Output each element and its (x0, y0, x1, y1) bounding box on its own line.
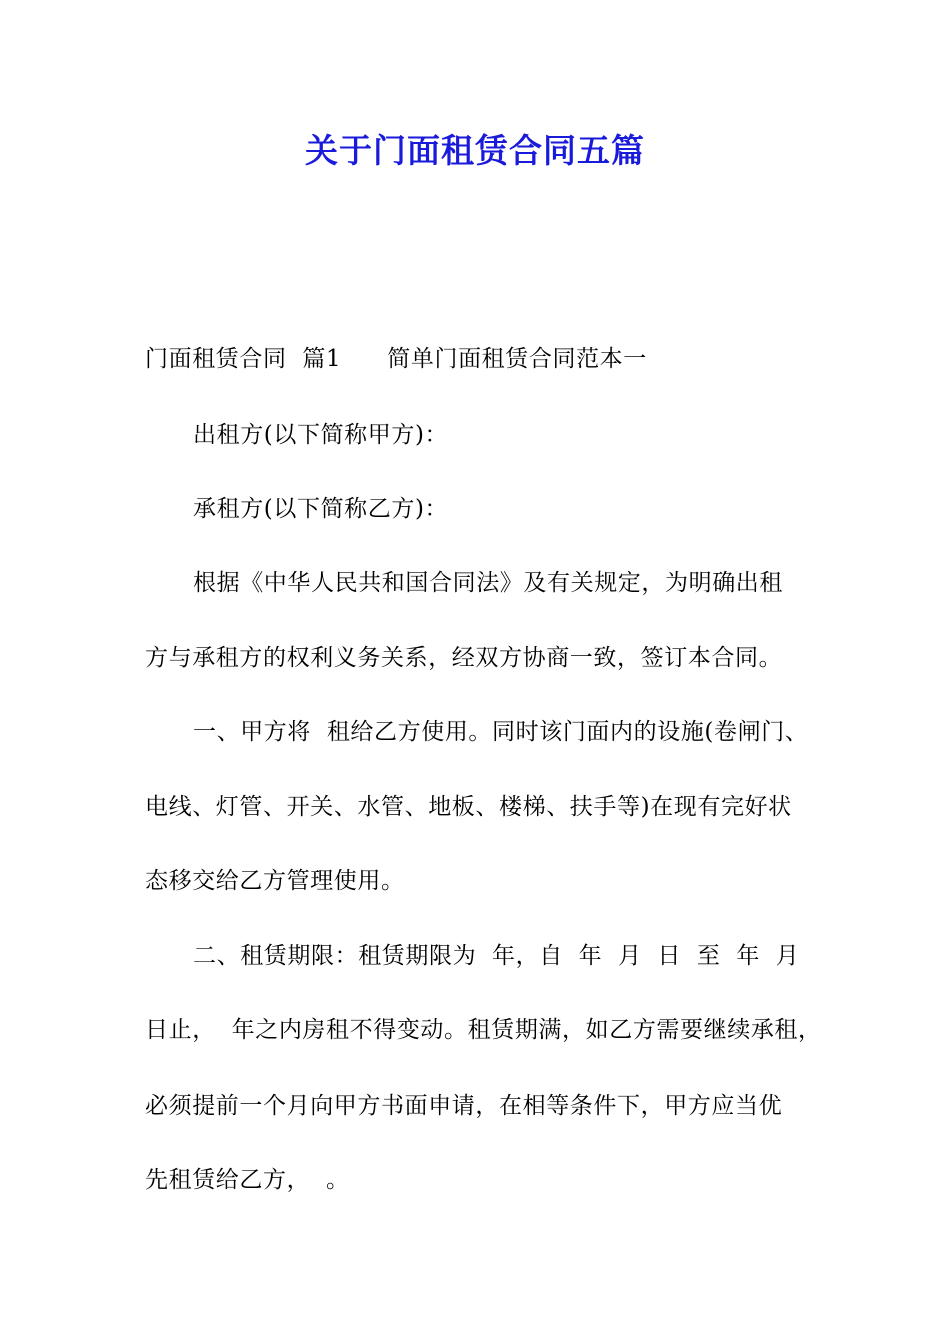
contract-heading (145, 343, 647, 375)
paragraph-line: 根据《中华人民共和国合同法》及有关规定，为明确出租 (193, 570, 783, 596)
paragraph-line: 出租方(以下简称甲方)： (193, 422, 449, 448)
paragraph-line: 承租方(以下简称乙方)： (193, 496, 449, 522)
contract-heading-part2: 简单门面租赁合同范本一 (387, 346, 647, 372)
paragraph-line: 态移交给乙方管理使用。 (145, 868, 405, 894)
paragraph-line: 电线、灯管、开关、水管、地板、楼梯、扶手等)在现有完好状 (145, 794, 792, 820)
contract-heading-part1: 门面租赁合同 篇1 (145, 346, 342, 372)
document-title: 关于门面租赁合同五篇 (305, 131, 645, 170)
paragraph-line: 方与承租方的权利义务关系，经双方协商一致，签订本合同。 (145, 645, 783, 671)
paragraph-line: 一、甲方将 租给乙方使用。同时该门面内的设施(卷闸门、 (193, 719, 809, 745)
paragraph-line: 日止， 年之内房租不得变动。租赁期满，如乙方需要继续承租， (145, 1017, 822, 1043)
paragraph-line: 先租赁给乙方， 。 (145, 1167, 350, 1193)
paragraph-line: 二、租赁期限：租赁期限为 年，自 年 月 日 至 年 月 (193, 943, 800, 969)
paragraph-line: 必须提前一个月向甲方书面申请，在相等条件下，甲方应当优 (145, 1093, 783, 1119)
